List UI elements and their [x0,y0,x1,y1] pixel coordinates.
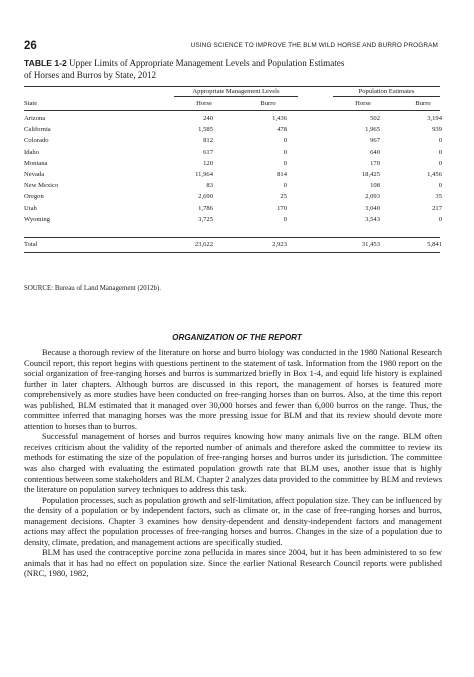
page-header [24,40,438,56]
group-rule-population [333,96,440,97]
table-cell-pop-burro: 0 [438,159,442,167]
body-text [24,347,442,579]
table-cell-aml-horse: 120 [203,159,213,167]
table-cell-aml-horse: 2,690 [198,193,213,201]
table-cell-aml-horse: 3,725 [198,215,213,223]
total-label: Total [24,241,38,248]
table-cell-aml-burro: 0 [283,137,287,145]
column-header-aml-burro: Burro [260,100,276,107]
table-cell-pop-burro: 0 [438,148,442,156]
table-cell-pop-horse: 3,543 [365,215,380,223]
table-cell-pop-burro: 217 [432,204,442,212]
table-label: TABLE 1-2 [24,58,67,68]
table-cell-aml-burro: 170 [277,204,287,212]
table-cell-pop-horse: 1,965 [365,126,380,134]
running-head: USING SCIENCE TO IMPROVE THE BLM WILD HORSE AND BURRO PROGRAM [190,42,438,49]
column-header-aml-horse: Horse [196,100,212,107]
group-header-aml: Appropriate Management Levels [192,88,280,95]
table-cell-pop-horse: 2,093 [365,193,380,201]
table-cell-state: Oregon [24,193,44,201]
section-heading: ORGANIZATION OF THE REPORT [172,333,302,342]
table-cell-aml-horse: 240 [203,115,213,122]
paragraph-3: Population processes, such as population growth and self-limitation, affect population size. They can be influenced by the density of a population or by independent factors, such as climate or, in the case of free-ranging horses and burros, management decisions. Chapter 3 examines how density-dependent and density-independent factors and management actions may affect the population processes of free-ranging horses and burros. Changes in the size of a population due to density, climate, predation, and management actions are specifically studied. [24,494,442,547]
table-cell-pop-burro: 1,456 [427,171,442,178]
column-header-pop-horse: Horse [355,100,371,107]
column-header-state: State [24,100,38,107]
table-cell-pop-horse: 170 [370,159,380,167]
total-pop-burro: 5,841 [427,241,442,248]
table-cell-pop-horse: 967 [370,137,380,145]
column-header-pop-burro: Burro [415,100,431,107]
table-cell-pop-horse: 640 [370,148,380,156]
table-cell-pop-burro: 0 [438,215,442,223]
table-cell-state: Wyoming [24,215,50,223]
group-rule-aml [174,96,298,97]
table-cell-pop-horse: 3,040 [365,204,380,212]
table-cell-pop-burro: 0 [438,182,442,190]
table-cell-state: Arizona [24,115,46,122]
table-caption [24,58,444,81]
table-cell-aml-horse: 83 [206,182,213,190]
table-cell-state: Montana [24,159,48,167]
table-bottom-rule [24,252,440,253]
table-cell-pop-horse: 108 [370,182,380,190]
table-cell-aml-burro: 1,436 [272,115,287,122]
paragraph-1: Because a thorough review of the literature on horse and burro biology was conducted in the 1980 National Research Council report, this report begins with questions pertinent to the statement of task. Information from the 1980 report on the social organization of free-ranging horses and burros is summarized briefly in Box 1-4, and equid life history is explained further in later chapters. Although burros are discussed in this report, the management of horses is featured more comprehensively as more studies have been conducted on free-ranging horses than on burros. Also, at the time this report was published, BLM estimated that it managed over 30,000 horses and fewer than 6,000 burros on the range. Thus, the committee inferred that managing horses was the more pressing issue for BLM and that its review should devote more attention to horses than to burros. [24,347,442,431]
table-cell-aml-burro: 814 [277,171,287,178]
table-top-rule [24,86,440,87]
table-source: SOURCE: Bureau of Land Management (2012b). [24,285,162,292]
table-cell-state: Idaho [24,148,40,156]
table-cell-aml-horse: 617 [203,148,213,156]
table-cell-aml-horse: 1,786 [198,204,213,212]
table-cell-pop-burro: 939 [432,126,442,134]
table-cell-aml-horse: 11,964 [195,171,213,178]
page-number: 26 [24,40,37,52]
table-cell-pop-horse: 18,425 [361,171,380,178]
paragraph-4: BLM has used the contraceptive porcine zona pellucida in mares since 2004, but it has been administered to so few animals that it has had no effect on population size. Since the earlier National Research Council reports were published (NRC, 1980, 1982, [24,547,442,579]
table-cell-aml-horse: 812 [203,137,213,145]
table-cell-pop-burro: 0 [438,137,442,145]
total-aml-horse: 23,622 [194,241,213,248]
total-pop-horse: 31,453 [361,241,380,248]
table-cell-state: California [24,126,51,134]
table-cell-state: Utah [24,204,37,212]
table-cell-pop-burro: 35 [435,193,442,201]
total-rule [24,237,440,238]
total-aml-burro: 2,923 [272,241,287,248]
table-cell-pop-horse: 502 [370,115,380,122]
header-rule [24,110,440,111]
table-cell-state: Colorado [24,137,49,145]
table-cell-aml-burro: 0 [283,182,287,190]
table-cell-aml-horse: 1,585 [198,126,213,134]
table-cell-state: New Mexico [24,182,59,190]
group-header-population: Population Estimates [358,88,415,95]
table-cell-aml-burro: 0 [283,215,287,223]
table-cell-aml-burro: 25 [280,193,287,201]
table-cell-aml-burro: 0 [283,148,287,156]
paragraph-2: Successful management of horses and burros requires knowing how many animals live on the range. BLM often receives criticism about the validity of the reported number of animals and therefore asked the committee to review its methods for estimating the size of the population of free-ranging horses and burros under its jurisdiction. The committee was also charged with evaluating the estimated population growth rate that BLM uses, another issue that is highly contentious between some stakeholders and BLM. Chapter 2 analyzes data provided to the committee by BLM and reviews the literature on population survey techniques to address this task. [24,431,442,495]
table-cell-aml-burro: 478 [277,126,287,134]
table-title-line2: of Horses and Burros by State, 2012 [24,69,157,80]
table-title-line1: Upper Limits of Appropriate Management Levels and Population Estimates [69,58,345,68]
table-cell-aml-burro: 0 [283,159,287,167]
table-cell-pop-burro: 3,194 [427,115,442,122]
table-cell-state: Nevada [24,171,45,178]
